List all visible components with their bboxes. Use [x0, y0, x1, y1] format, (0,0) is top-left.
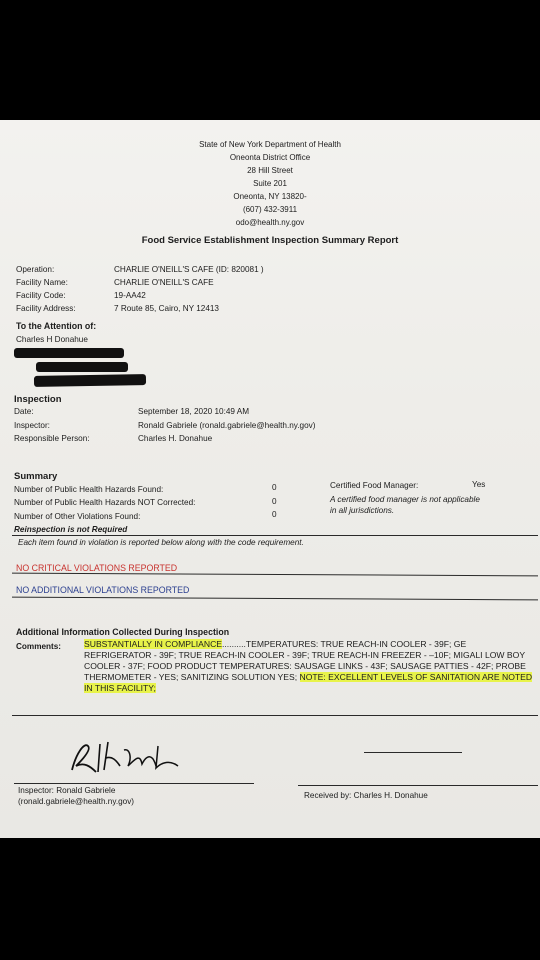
summary-heading: Summary	[14, 471, 58, 482]
attention-heading: To the Attention of:	[16, 321, 97, 331]
attention-name: Charles H Donahue	[16, 335, 88, 344]
received-by: Received by: Charles H. Donahue	[304, 791, 428, 800]
divider	[12, 597, 538, 601]
critical-violations-status: NO CRITICAL VIOLATIONS REPORTED	[16, 563, 178, 573]
divider	[12, 535, 538, 536]
comments-label: Comments:	[16, 642, 62, 651]
operation-value: CHARLIE O'NEILL'S CAFE (ID: 820081 )	[114, 265, 264, 274]
additional-violations-status: NO ADDITIONAL VIOLATIONS REPORTED	[16, 585, 190, 595]
inspection-date-label: Date:	[14, 407, 34, 416]
redaction-bar	[14, 348, 124, 358]
hazards-not-corrected-label: Number of Public Health Hazards NOT Corrected:	[14, 498, 196, 507]
facility-address-value: 7 Route 85, Cairo, NY 12413	[114, 304, 219, 313]
redaction-bar	[34, 374, 146, 387]
other-violations-label: Number of Other Violations Found:	[14, 512, 141, 521]
inspection-date-value: September 18, 2020 10:49 AM	[138, 407, 250, 416]
office-suite: Suite 201	[253, 179, 287, 188]
inspector-label: Inspector:	[14, 421, 50, 430]
redaction-bar	[36, 362, 128, 372]
office-street: 28 Hill Street	[247, 166, 293, 175]
inspector-signature	[66, 736, 196, 778]
comments-text	[84, 639, 534, 694]
other-violations-value: 0	[272, 510, 277, 519]
cfm-note-line-2: in all jurisdictions.	[330, 506, 395, 515]
operation-label: Operation:	[16, 265, 55, 274]
inspector-value: Ronald Gabriele (ronald.gabriele@health.ny.gov)	[138, 421, 316, 430]
responsible-label: Responsible Person:	[14, 434, 90, 443]
signature-line	[14, 783, 254, 784]
cfm-value: Yes	[472, 480, 486, 489]
inspector-signature-email: (ronald.gabriele@health.ny.gov)	[18, 797, 135, 806]
signature-line	[298, 785, 538, 786]
cfm-note-line-1: A certified food manager is not applicable	[330, 495, 480, 504]
office-email: odo@health.ny.gov	[235, 218, 305, 227]
inspector-signature-name: Inspector: Ronald Gabriele	[18, 786, 116, 795]
hazards-found-label: Number of Public Health Hazards Found:	[14, 485, 164, 494]
hazards-not-corrected-value: 0	[272, 497, 277, 506]
cfm-label: Certified Food Manager:	[330, 481, 419, 490]
each-item-note: Each item found in violation is reported below along with the code requirement.	[18, 538, 304, 547]
compliance-highlight: SUBSTANTIALLY IN COMPLIANCE	[84, 639, 223, 649]
hazards-found-value: 0	[272, 483, 277, 492]
signature-line	[364, 752, 462, 753]
office-phone: (607) 432-3911	[242, 205, 298, 214]
facility-name-label: Facility Name:	[16, 278, 68, 287]
additional-info-heading: Additional Information Collected During Inspection	[16, 627, 230, 637]
divider	[12, 573, 538, 577]
district-office: Oneonta District Office	[229, 153, 311, 162]
inspection-report-page	[0, 120, 540, 838]
report-title: Food Service Establishment Inspection Summary Report	[141, 235, 399, 246]
facility-code-value: 19-AA42	[114, 291, 146, 300]
reinspection-status: Reinspection is not Required	[14, 525, 128, 534]
sanitation-note-highlight: NOTE: EXCELLENT LEVELS OF SANITATION ARE NOTED IN THIS FACILITY;	[84, 672, 533, 693]
agency-name: State of New York Department of Health	[199, 140, 341, 149]
responsible-value: Charles H. Donahue	[138, 434, 213, 443]
facility-address-label: Facility Address:	[16, 304, 76, 313]
comments-body: ..........TEMPERATURES: TRUE REACH-IN COOLER - 39F; GE REFRIGERATOR - 39F; TRUE REACH-IN COOLER - 39F; TRUE REACH-IN FREEZER - –10F; MIGALI LOW BOY COOLER - 37F; FOOD PRODUCT TEMPERATURES: SAUSAGE LINKS - 43F; SAUSAGE PATTIES - 42F; PROBE THERMOMETER - YES; SANITIZING SOLUTION YES;	[84, 639, 526, 682]
facility-name-value: CHARLIE O'NEILL'S CAFE	[114, 278, 214, 287]
facility-code-label: Facility Code:	[16, 291, 66, 300]
divider	[12, 715, 538, 716]
inspection-heading: Inspection	[14, 394, 62, 405]
office-city: Oneonta, NY 13820-	[233, 192, 307, 201]
